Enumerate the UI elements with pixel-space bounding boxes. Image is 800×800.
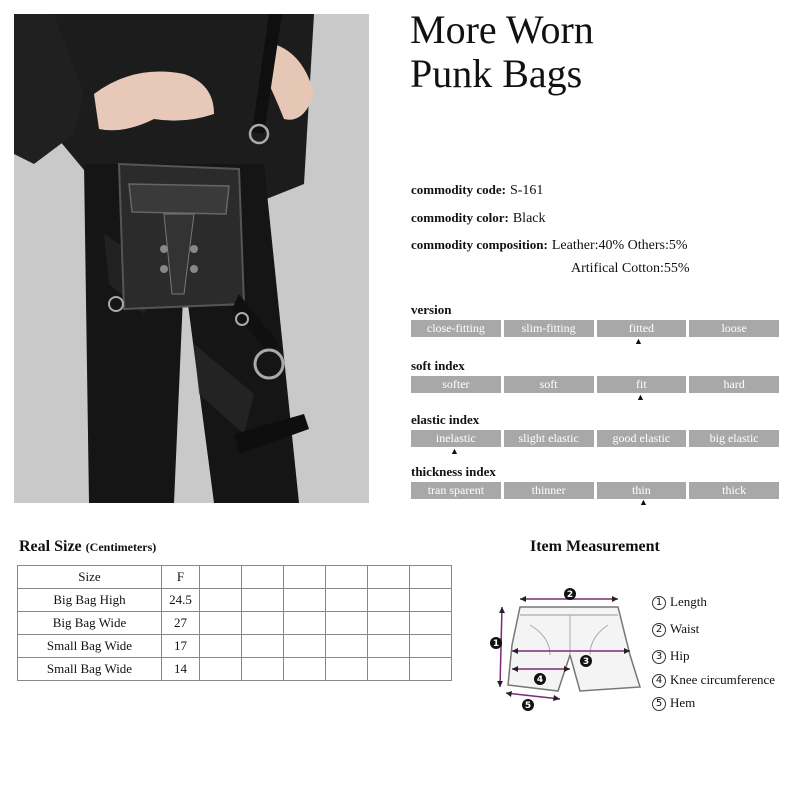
empty-cell (368, 658, 410, 681)
table-cell: Big Bag High (18, 589, 162, 612)
empty-cell (326, 658, 368, 681)
legend-item-hem (652, 695, 695, 711)
empty-cell (242, 589, 284, 612)
diagram-num-1: 1 (492, 639, 500, 649)
empty-cell (410, 658, 452, 681)
empty-cell (326, 566, 368, 589)
scale-option: close-fitting (411, 320, 501, 337)
index-thickness-scale (411, 482, 779, 499)
empty-cell (410, 566, 452, 589)
size-table (17, 565, 452, 681)
real-size-heading: Real Size (19, 538, 82, 555)
table-row (18, 635, 452, 658)
legend-item-knee (652, 672, 775, 688)
index-elastic-scale (411, 430, 779, 447)
commodity-code-value: S-161 (509, 183, 544, 198)
empty-cell (200, 612, 242, 635)
index-soft-title: soft index (411, 358, 465, 373)
commodity-composition-row-2 (571, 261, 690, 277)
elastic-selected-marker: ▲ (450, 446, 459, 456)
legend-label: Knee circumference (670, 672, 776, 687)
title-line-1: More Worn (410, 7, 594, 52)
empty-cell (368, 612, 410, 635)
size-table-header (18, 566, 452, 589)
empty-cell (200, 635, 242, 658)
index-thickness-title: thickness index (411, 464, 496, 479)
legend-number: 3 (652, 650, 666, 664)
legend-label: Hip (670, 648, 690, 663)
empty-cell (326, 589, 368, 612)
commodity-composition-label: commodity composition: (411, 237, 548, 252)
table-cell: 27 (162, 612, 200, 635)
scale-option: inelastic (411, 430, 501, 447)
scale-option: tran sparent (411, 482, 501, 499)
legend-label: Hem (670, 695, 696, 710)
scale-option: thin (597, 482, 687, 499)
index-version-scale (411, 320, 779, 337)
table-header-cell: F (162, 566, 200, 589)
product-title (410, 8, 594, 96)
commodity-composition-value-1: Leather:40% Others:5% (551, 238, 688, 253)
empty-cell (410, 635, 452, 658)
shorts-diagram (490, 585, 650, 720)
empty-cell (200, 658, 242, 681)
diagram-num-3: 3 (582, 657, 590, 667)
commodity-code-label: commodity code: (411, 182, 506, 197)
version-selected-marker: ▲ (634, 336, 643, 346)
empty-cell (200, 566, 242, 589)
table-cell: Big Bag Wide (18, 612, 162, 635)
scale-option: big elastic (689, 430, 779, 447)
empty-cell (326, 635, 368, 658)
empty-cell (284, 635, 326, 658)
diagram-num-2: 2 (566, 590, 574, 600)
table-row (18, 589, 452, 612)
table-cell: 24.5 (162, 589, 200, 612)
legend-item-waist (652, 621, 699, 637)
legend-number: 4 (652, 674, 666, 688)
table-header-cell: Size (18, 566, 162, 589)
commodity-composition-row (411, 237, 688, 254)
legend-number: 2 (652, 623, 666, 637)
thickness-selected-marker: ▲ (639, 497, 648, 507)
commodity-color-label: commodity color: (411, 210, 509, 225)
scale-option: slim-fitting (504, 320, 594, 337)
scale-option: soft (504, 376, 594, 393)
diagram-num-5: 5 (524, 701, 532, 711)
table-row (18, 612, 452, 635)
title-line-2: Punk Bags (410, 51, 583, 96)
scale-option: thinner (504, 482, 594, 499)
table-cell: 14 (162, 658, 200, 681)
empty-cell (410, 612, 452, 635)
legend-label: Length (670, 594, 707, 609)
empty-cell (200, 589, 242, 612)
empty-cell (242, 635, 284, 658)
scale-option: softer (411, 376, 501, 393)
legend-number: 1 (652, 596, 666, 610)
table-row (18, 658, 452, 681)
scale-option: hard (689, 376, 779, 393)
commodity-code-row (411, 182, 543, 199)
index-elastic-title: elastic index (411, 412, 480, 427)
legend-number: 5 (652, 697, 666, 711)
diagram-num-4: 4 (536, 675, 544, 685)
real-size-unit: (Centimeters) (85, 540, 157, 554)
legend-item-hip (652, 648, 690, 664)
empty-cell (368, 635, 410, 658)
empty-cell (410, 589, 452, 612)
scale-option: thick (689, 482, 779, 499)
scale-option: slight elastic (504, 430, 594, 447)
legend-item-length (652, 594, 707, 610)
commodity-color-value: Black (512, 211, 546, 226)
empty-cell (242, 658, 284, 681)
scale-option: fitted (597, 320, 687, 337)
commodity-composition-value-2: Artifical Cotton:55% (571, 261, 690, 276)
table-cell: 17 (162, 635, 200, 658)
scale-option: good elastic (597, 430, 687, 447)
empty-cell (284, 658, 326, 681)
table-cell: Small Bag Wide (18, 658, 162, 681)
empty-cell (284, 589, 326, 612)
scale-option: fit (597, 376, 687, 393)
index-soft-scale (411, 376, 779, 393)
empty-cell (368, 589, 410, 612)
table-cell: Small Bag Wide (18, 635, 162, 658)
empty-cell (242, 612, 284, 635)
empty-cell (284, 612, 326, 635)
empty-cell (242, 566, 284, 589)
empty-cell (284, 566, 326, 589)
empty-cell (368, 566, 410, 589)
index-version-title: version (411, 302, 452, 317)
product-photo (14, 14, 369, 503)
empty-cell (326, 612, 368, 635)
commodity-color-row (411, 210, 546, 227)
soft-selected-marker: ▲ (636, 392, 645, 402)
scale-option: loose (689, 320, 779, 337)
real-size-title (19, 538, 156, 556)
item-measurement-title: Item Measurement (530, 538, 660, 555)
legend-label: Waist (670, 621, 700, 636)
